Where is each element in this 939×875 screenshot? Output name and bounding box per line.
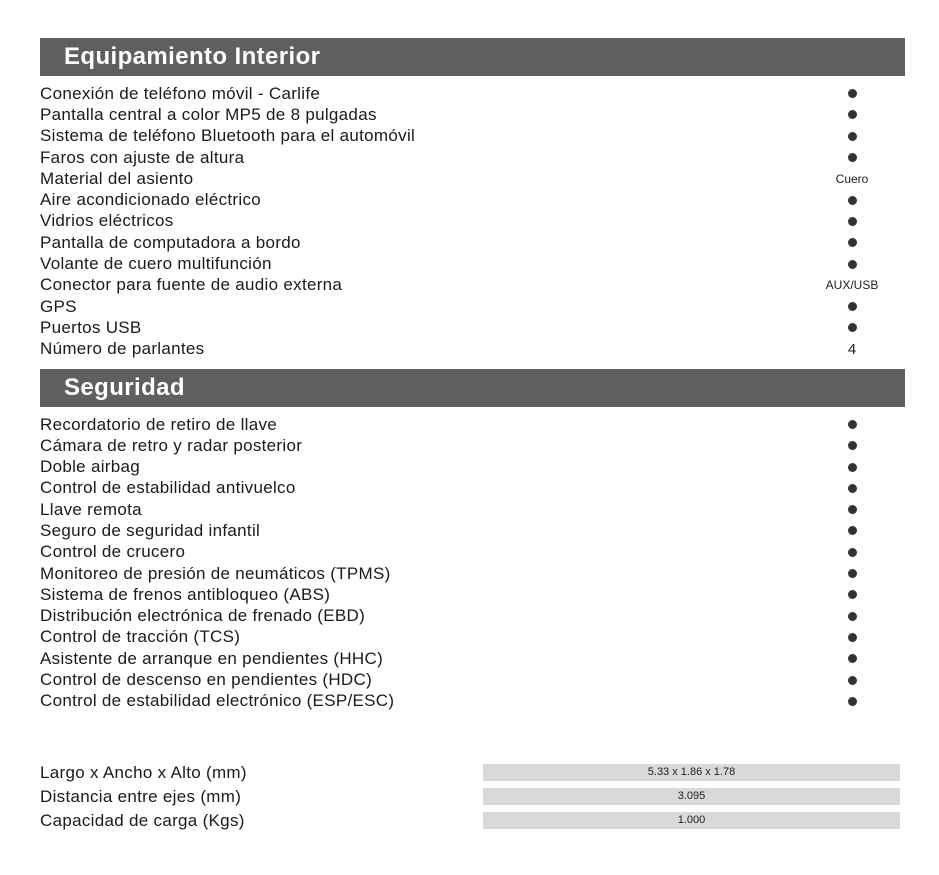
feature-value: 4 <box>847 340 857 358</box>
section-equipamiento-interior <box>40 38 905 360</box>
feature-row <box>40 435 905 456</box>
included-dot-icon <box>848 110 857 119</box>
feature-row <box>40 339 905 360</box>
feature-label: Número de parlantes <box>40 339 205 359</box>
feature-value <box>799 484 905 493</box>
included-dot-icon <box>848 153 857 162</box>
feature-value <box>799 260 905 269</box>
included-dot-icon <box>848 484 857 493</box>
feature-label: Aire acondicionado eléctrico <box>40 190 262 210</box>
included-dot-icon <box>848 238 857 247</box>
feature-row <box>40 104 905 125</box>
feature-label: Cámara de retro y radar posterior <box>40 435 303 455</box>
included-dot-icon <box>848 217 857 226</box>
feature-row <box>40 584 905 605</box>
feature-row <box>40 126 905 147</box>
feature-row <box>40 499 905 520</box>
feature-value <box>799 697 905 706</box>
feature-row <box>40 456 905 477</box>
dimension-label: Largo x Ancho x Alto (mm) <box>40 762 247 782</box>
included-dot-icon <box>848 569 857 578</box>
feature-label: Pantalla central a color MP5 de 8 pulgadas <box>40 104 377 124</box>
feature-value <box>799 441 905 450</box>
feature-value <box>799 217 905 226</box>
included-dot-icon <box>848 633 857 642</box>
feature-row <box>40 520 905 541</box>
feature-label: Vidrios eléctricos <box>40 211 174 231</box>
dimension-label: Capacidad de carga (Kgs) <box>40 810 245 830</box>
feature-row <box>40 296 905 317</box>
feature-label: Llave remota <box>40 499 142 519</box>
feature-value <box>799 238 905 247</box>
feature-label: Control de tracción (TCS) <box>40 627 241 647</box>
included-dot-icon <box>848 612 857 621</box>
included-dot-icon <box>848 302 857 311</box>
dimension-row <box>40 788 905 805</box>
feature-value <box>799 633 905 642</box>
feature-row <box>40 563 905 584</box>
feature-label: Control de estabilidad antivuelco <box>40 478 296 498</box>
feature-label: Conector para fuente de audio externa <box>40 275 343 295</box>
included-dot-icon <box>848 548 857 557</box>
feature-value: Cuero <box>835 171 869 186</box>
feature-value <box>799 132 905 141</box>
included-dot-icon <box>848 441 857 450</box>
feature-label: Faros con ajuste de altura <box>40 147 245 167</box>
feature-row <box>40 83 905 104</box>
feature-value <box>799 590 905 599</box>
section-title-equipamiento-interior: Equipamiento Interior <box>40 38 905 76</box>
spec-content <box>40 38 905 836</box>
feature-label: Distribución electrónica de frenado (EBD) <box>40 606 366 626</box>
feature-label: GPS <box>40 296 77 316</box>
section-title-seguridad: Seguridad <box>40 369 905 407</box>
feature-label: Volante de cuero multifunción <box>40 254 272 274</box>
feature-label: Material del asiento <box>40 168 194 188</box>
feature-row <box>40 168 905 189</box>
feature-label: Control de crucero <box>40 542 186 562</box>
included-dot-icon <box>848 526 857 535</box>
feature-value <box>799 420 905 429</box>
feature-row <box>40 317 905 338</box>
feature-row <box>40 253 905 274</box>
dimension-value-bar: 1.000 <box>483 812 900 829</box>
feature-value <box>799 612 905 621</box>
dimension-value-bar: 5.33 x 1.86 x 1.78 <box>483 764 900 781</box>
feature-list-seguridad <box>40 414 905 712</box>
dimension-row <box>40 812 905 829</box>
feature-label: Seguro de seguridad infantil <box>40 520 261 540</box>
feature-label: Control de estabilidad electrónico (ESP/ESC) <box>40 691 395 711</box>
feature-row <box>40 189 905 210</box>
feature-label: Puertos USB <box>40 317 142 337</box>
feature-value <box>799 302 905 311</box>
included-dot-icon <box>848 676 857 685</box>
included-dot-icon <box>848 697 857 706</box>
feature-label: Recordatorio de retiro de llave <box>40 414 278 434</box>
feature-list-equipamiento-interior <box>40 83 905 360</box>
feature-value <box>799 654 905 663</box>
feature-label: Monitoreo de presión de neumáticos (TPMS) <box>40 563 391 583</box>
feature-value <box>799 110 905 119</box>
dimension-label: Distancia entre ejes (mm) <box>40 786 242 806</box>
feature-value <box>799 153 905 162</box>
feature-value <box>799 323 905 332</box>
dimensions-table <box>40 764 905 829</box>
feature-label: Conexión de teléfono móvil - Carlife <box>40 83 321 103</box>
feature-row <box>40 211 905 232</box>
feature-row <box>40 669 905 690</box>
feature-value <box>799 676 905 685</box>
included-dot-icon <box>848 89 857 98</box>
feature-label: Doble airbag <box>40 457 140 477</box>
feature-value <box>799 505 905 514</box>
included-dot-icon <box>848 654 857 663</box>
feature-value: AUX/USB <box>825 278 879 293</box>
feature-row <box>40 232 905 253</box>
feature-row <box>40 275 905 296</box>
included-dot-icon <box>848 323 857 332</box>
feature-row <box>40 691 905 712</box>
feature-label: Sistema de teléfono Bluetooth para el automóvil <box>40 126 416 146</box>
included-dot-icon <box>848 463 857 472</box>
feature-label: Asistente de arranque en pendientes (HHC) <box>40 648 384 668</box>
feature-row <box>40 147 905 168</box>
dimension-value-bar: 3.095 <box>483 788 900 805</box>
included-dot-icon <box>848 132 857 141</box>
included-dot-icon <box>848 505 857 514</box>
dimension-row <box>40 764 905 781</box>
included-dot-icon <box>848 196 857 205</box>
feature-row <box>40 414 905 435</box>
feature-label: Control de descenso en pendientes (HDC) <box>40 670 373 690</box>
feature-value <box>799 196 905 205</box>
feature-row <box>40 648 905 669</box>
feature-label: Sistema de frenos antibloqueo (ABS) <box>40 584 331 604</box>
feature-value <box>799 463 905 472</box>
feature-value <box>799 526 905 535</box>
feature-row <box>40 478 905 499</box>
included-dot-icon <box>848 260 857 269</box>
feature-row <box>40 627 905 648</box>
included-dot-icon <box>848 420 857 429</box>
feature-label: Pantalla de computadora a bordo <box>40 232 301 252</box>
feature-value <box>799 548 905 557</box>
feature-value <box>799 569 905 578</box>
feature-row <box>40 606 905 627</box>
feature-value <box>799 89 905 98</box>
section-seguridad <box>40 369 905 712</box>
included-dot-icon <box>848 590 857 599</box>
feature-row <box>40 542 905 563</box>
